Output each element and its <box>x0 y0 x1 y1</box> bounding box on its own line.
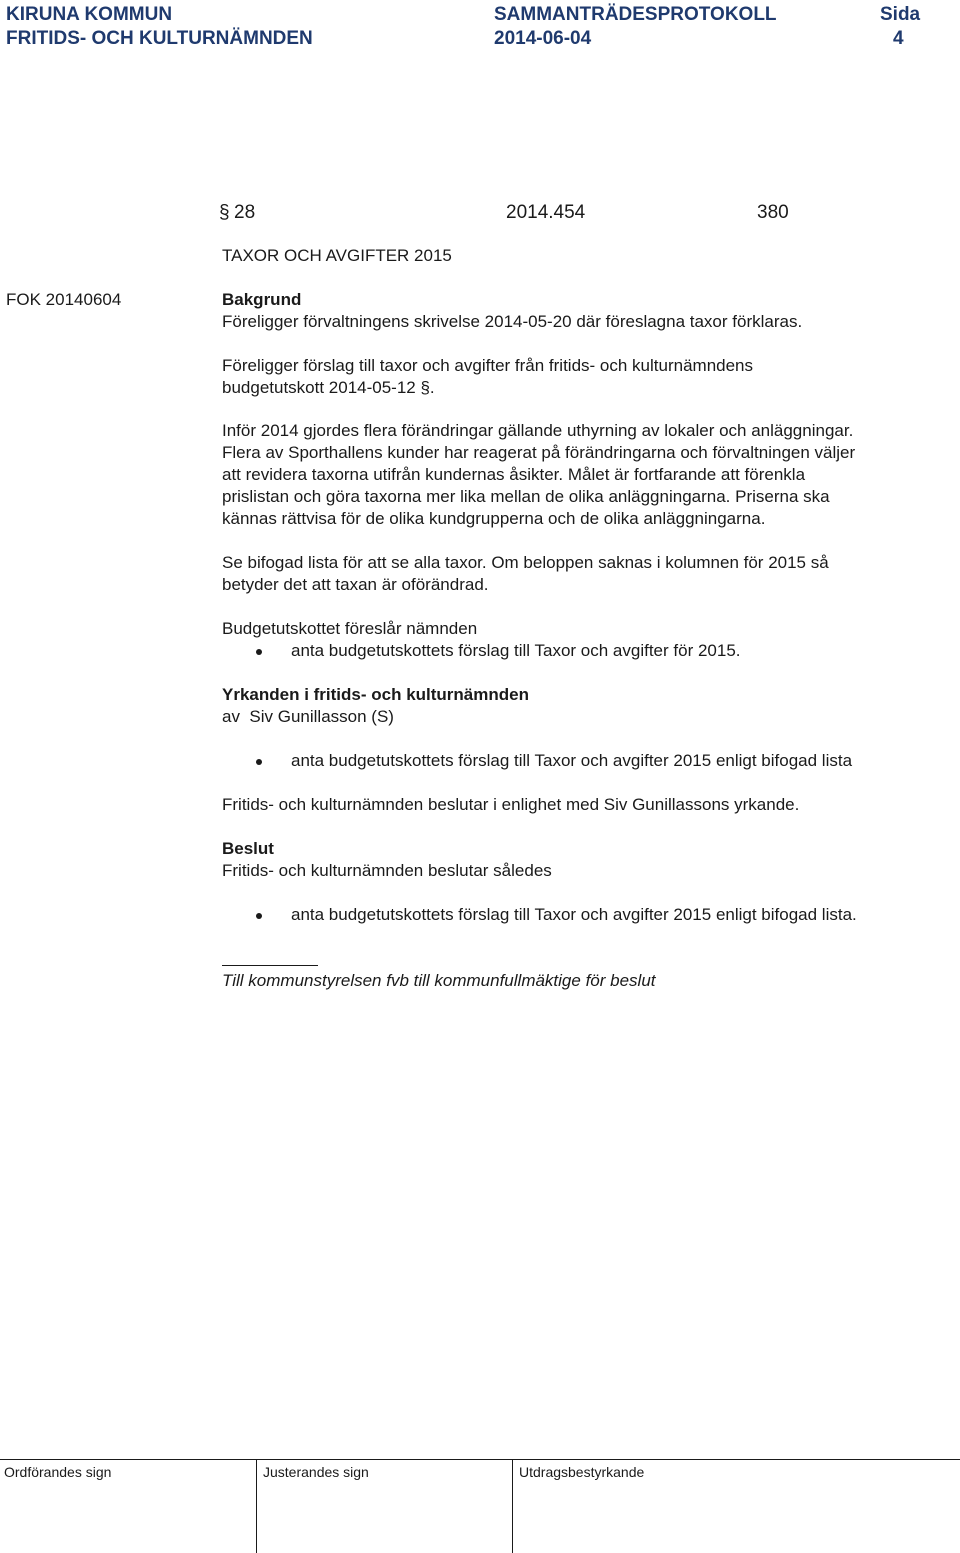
page-number: 4 <box>893 28 904 49</box>
side-label: FOK 20140604 <box>6 290 122 309</box>
text-line: Inför 2014 gjordes flera förändringar gällande uthyrning av lokaler och anläggningar. <box>222 421 854 440</box>
archive-code: 380 <box>757 202 789 223</box>
section-title: TAXOR OCH AVGIFTER 2015 <box>222 246 452 265</box>
section-number: 28 <box>234 202 256 223</box>
bakgrund-paragraph-2 <box>222 355 753 399</box>
paragraph-symbol: § <box>219 202 230 223</box>
chair-signature-label: Ordförandes sign <box>4 1464 112 1480</box>
separator-rule <box>222 965 318 966</box>
text-line: kännas rättvisa för de olika kundgrupperna och de olika anläggningarna. <box>222 509 766 528</box>
case-ref: 2014.454 <box>506 202 586 223</box>
meeting-date: 2014-06-04 <box>494 28 592 49</box>
text-line: Se bifogad lista för att se alla taxor. Om beloppen saknas i kolumnen för 2015 så <box>222 553 829 572</box>
budget-intro: Budgetutskottet föreslår nämnden <box>222 619 478 638</box>
bakgrund-paragraph-3 <box>222 420 855 530</box>
yrkanden-heading: Yrkanden i fritids- och kulturnämnden <box>222 685 529 704</box>
footer-divider <box>256 1459 257 1553</box>
beslut-bullet-text: anta budgetutskottets förslag till Taxor och avgifter 2015 enligt bifogad lista. <box>291 905 857 924</box>
text-line: betyder det att taxan är oförändrad. <box>222 575 489 594</box>
footer-divider <box>512 1459 513 1553</box>
bakgrund-paragraph-4 <box>222 552 829 596</box>
beslut-intro: Fritids- och kulturnämnden beslutar således <box>222 861 552 880</box>
text-line: budgetutskott 2014-05-12 §. <box>222 378 435 397</box>
beslut-heading: Beslut <box>222 839 274 858</box>
bullet-icon <box>256 649 262 655</box>
budget-bullet-text: anta budgetutskottets förslag till Taxor och avgifter för 2015. <box>291 641 741 660</box>
bullet-icon <box>256 913 262 919</box>
doc-type: SAMMANTRÄDESPROTOKOLL <box>494 4 777 25</box>
adjuster-signature-label: Justerandes sign <box>263 1464 369 1480</box>
org-name: KIRUNA KOMMUN <box>6 4 173 25</box>
text-line: prislistan och göra taxorna mer lika mellan de olika anläggningarna. Priserna ska <box>222 487 830 506</box>
yrkanden-by: av Siv Gunillasson (S) <box>222 707 394 726</box>
yrkanden-bullet-text: anta budgetutskottets förslag till Taxor och avgifter 2015 enligt bifogad lista <box>291 751 853 770</box>
yrkanden-decision: Fritids- och kulturnämnden beslutar i enlighet med Siv Gunillassons yrkande. <box>222 795 800 814</box>
page-label: Sida <box>880 4 921 25</box>
distribution-note: Till kommunstyrelsen fvb till kommunfullmäktige för beslut <box>222 971 656 990</box>
committee-name: FRITIDS- OCH KULTURNÄMNDEN <box>6 28 313 49</box>
text-line: att revidera taxorna utifrån kundernas åsikter. Målet är fortfarande att förenkla <box>222 465 806 484</box>
extract-certification-label: Utdragsbestyrkande <box>519 1464 645 1480</box>
text-line: Flera av Sporthallens kunder har reagerat på förändringarna och förvaltningen väljer <box>222 443 856 462</box>
bakgrund-line1: Föreligger förvaltningens skrivelse 2014-05-20 där föreslagna taxor förklaras. <box>222 312 803 331</box>
bullet-icon <box>256 759 262 765</box>
bakgrund-heading: Bakgrund <box>222 290 302 309</box>
text-line: Föreligger förslag till taxor och avgifter från fritids- och kulturnämndens <box>222 356 754 375</box>
footer-top-rule <box>0 1459 960 1460</box>
